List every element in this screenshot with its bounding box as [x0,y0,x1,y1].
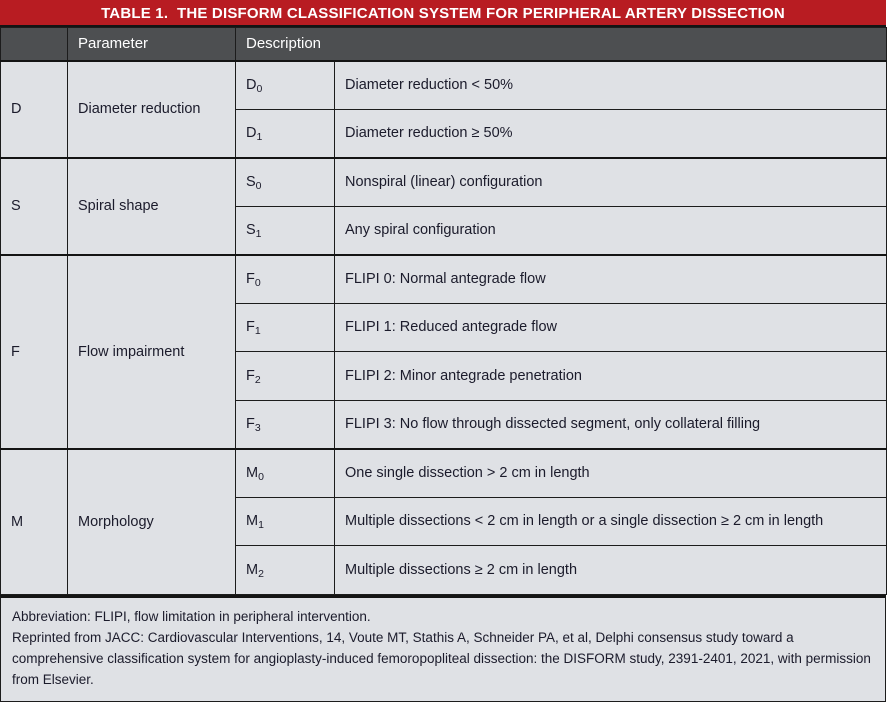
group-parameter-d: Diameter reduction [68,61,236,158]
subclass-code-letter: M [246,562,258,578]
subclass-description: Any spiral configuration [335,206,887,255]
subclass-code-subscript: 0 [258,471,264,483]
subclass-description: FLIPI 0: Normal antegrade flow [335,255,887,304]
subclass-code-subscript: 3 [255,422,261,434]
footnote-reprint: Reprinted from JACC: Cardiovascular Interventions, 14, Voute MT, Stathis A, Schneider PA, et al, Delphi consensus study toward a comprehensive classification system for angioplasty-induced femoropopliteal dissection: the DISFORM study, 2391-2401, 2021, with permission from Elsevier. [12,628,874,691]
disform-classification-table [0,27,887,595]
column-header-parameter: Parameter [68,28,236,61]
subclass-code-subscript: 1 [256,228,262,240]
subclass-description: FLIPI 3: No flow through dissected segment, only collateral filling [335,400,887,449]
subclass-description: FLIPI 2: Minor antegrade penetration [335,352,887,401]
subclass-code [236,497,335,546]
subclass-code-letter: F [246,319,255,335]
subclass-code-subscript: 1 [256,131,262,143]
subclass-code-subscript: 1 [255,325,261,337]
subclass-description: Multiple dissections ≥ 2 cm in length [335,546,887,595]
subclass-code [236,206,335,255]
subclass-code [236,109,335,158]
group-parameter-f: Flow impairment [68,255,236,449]
group-letter-f: F [1,255,68,449]
subclass-code [236,61,335,110]
group-letter-s: S [1,158,68,255]
subclass-description: Diameter reduction < 50% [335,61,887,110]
subclass-code [236,546,335,595]
subclass-code [236,255,335,304]
column-header-letter [1,28,68,61]
subclass-code-subscript: 0 [255,277,261,289]
subclass-code-letter: F [246,271,255,287]
subclass-description: Multiple dissections < 2 cm in length or a single dissection ≥ 2 cm in length [335,497,887,546]
subclass-code-letter: S [246,174,256,190]
group-letter-m: M [1,449,68,595]
column-header-description: Description [236,28,887,61]
subclass-code-letter: M [246,513,258,529]
table-footnote [0,595,886,702]
group-parameter-s: Spiral shape [68,158,236,255]
subclass-code [236,303,335,352]
table-head [1,28,887,61]
table-row [1,449,887,498]
subclass-code [236,400,335,449]
subclass-code-letter: M [246,465,258,481]
subclass-code-subscript: 0 [256,180,262,192]
header-row [1,28,887,61]
group-letter-d: D [1,61,68,158]
group-parameter-m: Morphology [68,449,236,595]
subclass-code [236,449,335,498]
subclass-code-letter: F [246,368,255,384]
table-title: TABLE 1. THE DISFORM CLASSIFICATION SYSTEM FOR PERIPHERAL ARTERY DISSECTION [0,0,886,27]
subclass-description: Diameter reduction ≥ 50% [335,109,887,158]
subclass-description: Nonspiral (linear) configuration [335,158,887,207]
table-row [1,255,887,304]
table-row [1,158,887,207]
subclass-code-letter: D [246,125,256,141]
table-body [1,61,887,595]
subclass-code-letter: F [246,416,255,432]
subclass-code-subscript: 0 [256,83,262,95]
subclass-code-subscript: 2 [258,568,264,580]
subclass-code-subscript: 2 [255,374,261,386]
subclass-code-letter: D [246,77,256,93]
subclass-code [236,158,335,207]
footnote-abbreviation: Abbreviation: FLIPI, flow limitation in peripheral intervention. [12,607,874,628]
subclass-code [236,352,335,401]
subclass-description: One single dissection > 2 cm in length [335,449,887,498]
table-row [1,61,887,110]
subclass-code-subscript: 1 [258,519,264,531]
subclass-code-letter: S [246,222,256,238]
subclass-description: FLIPI 1: Reduced antegrade flow [335,303,887,352]
